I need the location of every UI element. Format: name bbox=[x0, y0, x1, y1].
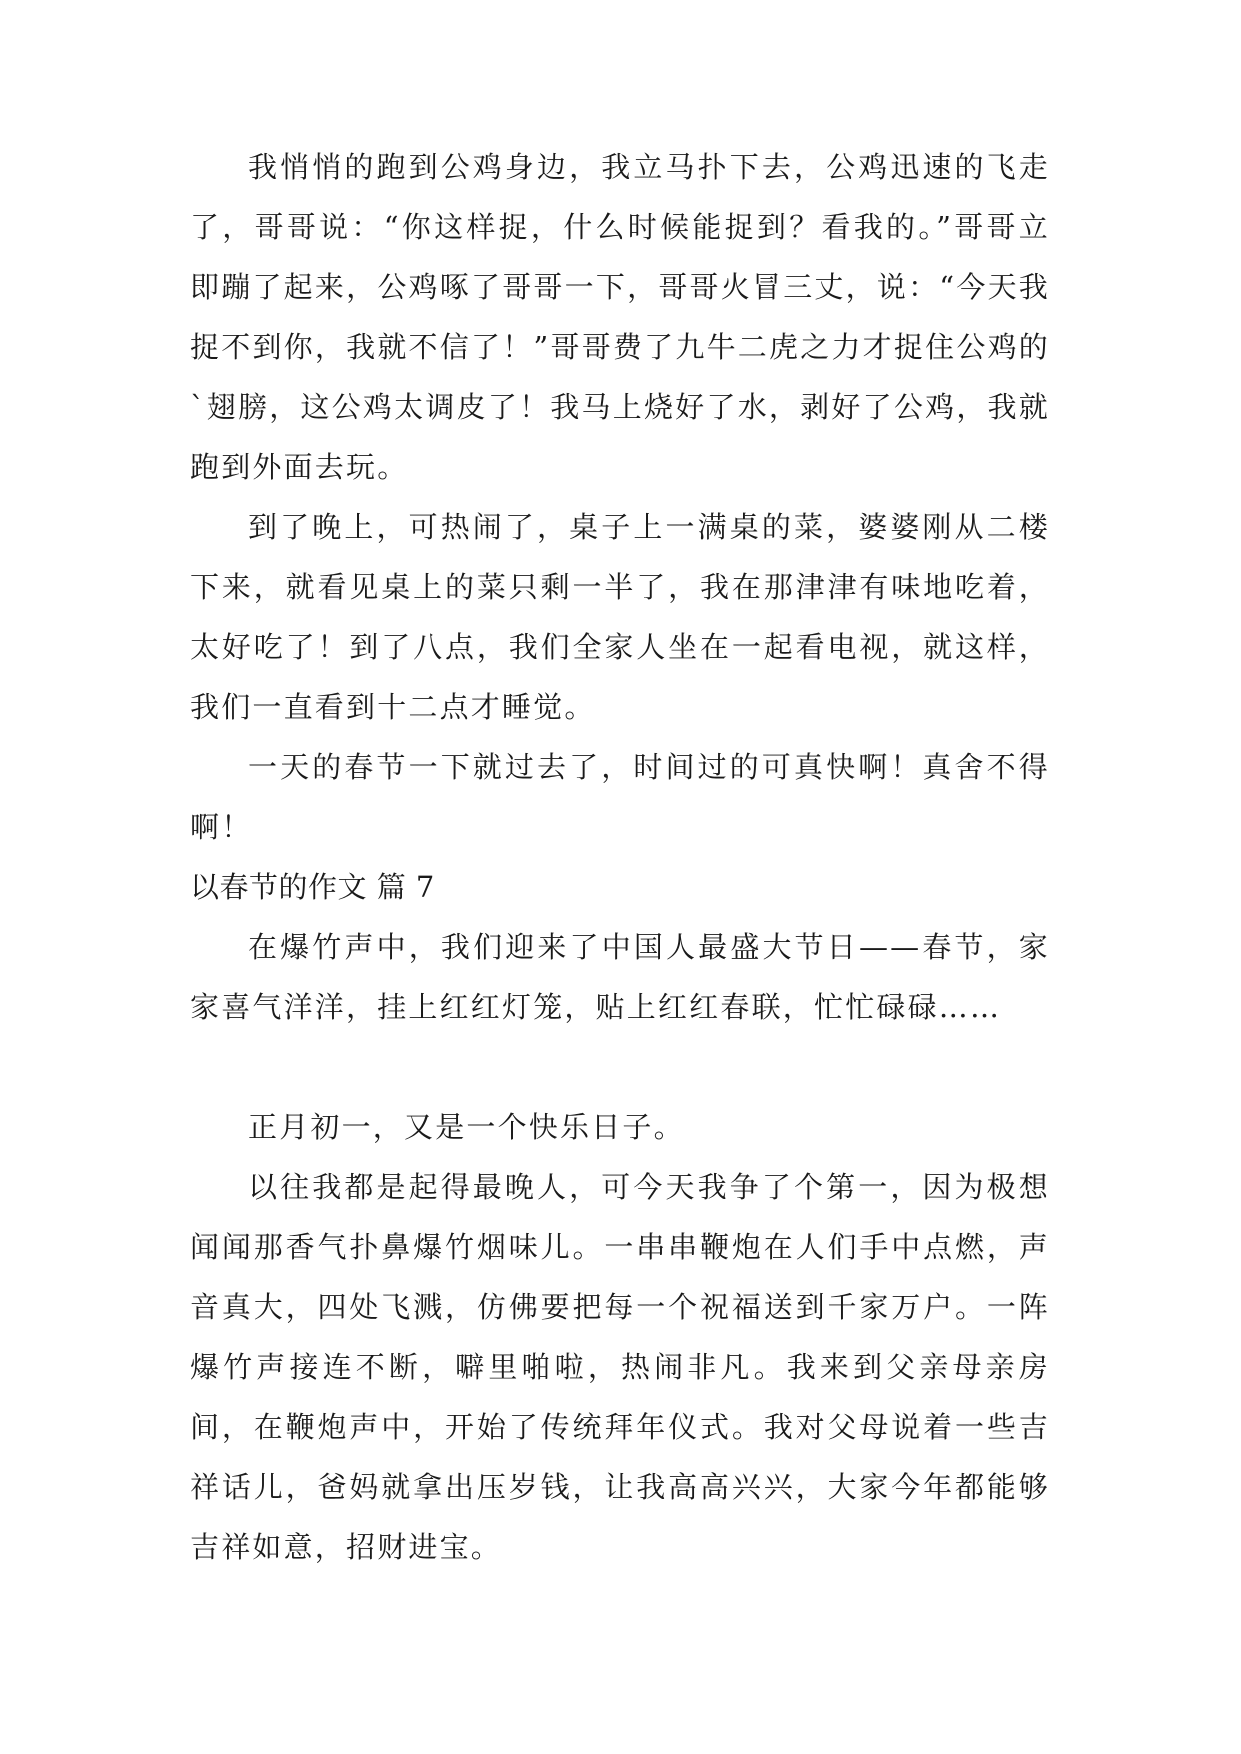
paragraph-firecrackers: 在爆竹声中，我们迎来了中国人最盛大节日——春节，家家喜气洋洋，挂上红红灯笼，贴上红红春联，忙忙碌碌…… bbox=[190, 930, 1050, 1024]
paragraph-new-year-day: 正月初一，又是一个快乐日子。 bbox=[248, 1110, 685, 1144]
document-body bbox=[190, 137, 1050, 1577]
paragraph-evening-dinner: 到了晚上，可热闹了，桌子上一满桌的菜，婆婆刚从二楼下来，就看见桌上的菜只剩一半了，我在那津津有味地吃着，太好吃了！到了八点，我们全家人坐在一起看电视，就这样，我们一直看到十二点才睡觉。 bbox=[190, 510, 1050, 724]
paragraph-festival-ends: 一天的春节一下就过去了，时间过的可真快啊！真舍不得啊！ bbox=[190, 750, 1050, 844]
paragraph-chasing-rooster: 我悄悄的跑到公鸡身边，我立马扑下去，公鸡迅速的飞走了，哥哥说：“你这样捉，什么时候能捉到？看我的。”哥哥立即蹦了起来，公鸡啄了哥哥一下，哥哥火冒三丈，说：“今天我捉不到你，我就不信了！”哥哥费了九牛二虎之力才捉住公鸡的`翅膀，这公鸡太调皮了！我马上烧好了水，剥好了公鸡，我就跑到外面去玩。 bbox=[190, 150, 1050, 484]
paragraph-new-year-greetings: 以往我都是起得最晚人，可今天我争了个第一，因为极想闻闻那香气扑鼻爆竹烟味儿。一串串鞭炮在人们手中点燃，声音真大，四处飞溅，仿佛要把每一个祝福送到千家万户。一阵爆竹声接连不断，噼里啪啦，热闹非凡。我来到父亲母亲房间，在鞭炮声中，开始了传统拜年仪式。我对父母说着一些吉祥话儿，爸妈就拿出压岁钱，让我高高兴兴，大家今年都能够吉祥如意，招财进宝。 bbox=[190, 1170, 1050, 1564]
section-title: 以春节的作文 篇 7 bbox=[190, 870, 435, 904]
